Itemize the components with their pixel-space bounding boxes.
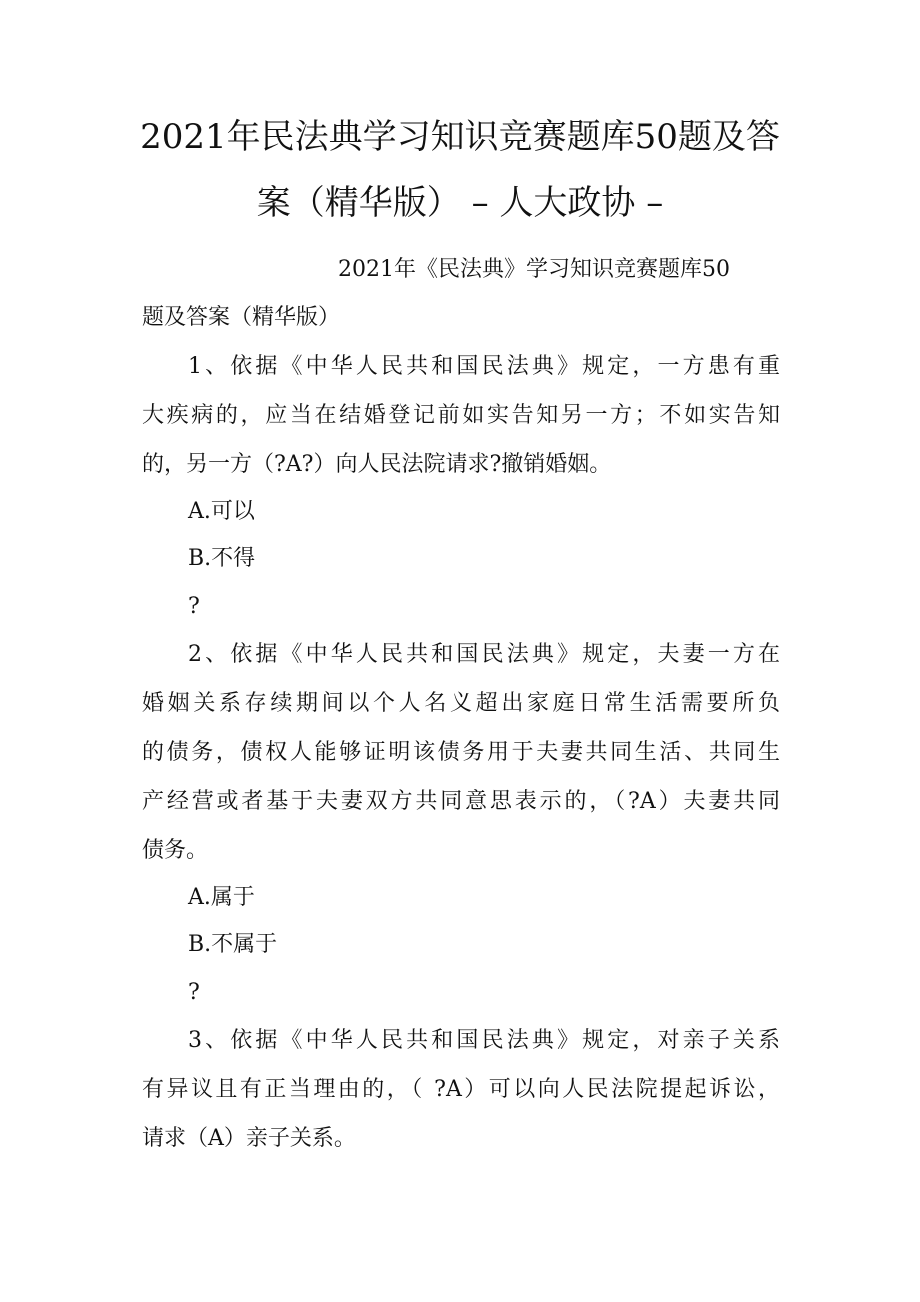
q2-option-a: A.属于: [188, 885, 255, 910]
q2-option-b: B.不属于: [188, 932, 278, 957]
q3-line-2: 有异议且有正当理由的，（ ?A）可以向人民法院提起诉讼，: [142, 1077, 780, 1102]
q1-mark: ?: [188, 594, 200, 619]
q1-line-3: 的，另一方（?A?）向人民法院请求?撤销婚姻。: [142, 452, 612, 477]
q1-line-1: 1、依据《中华人民共和国民法典》规定，一方患有重: [188, 354, 780, 379]
subtitle-line-1: 2021年《民法典》学习知识竞赛题库50: [338, 257, 730, 282]
q3-line-1: 3、依据《中华人民共和国民法典》规定，对亲子关系: [188, 1028, 780, 1053]
document-title-line-1: 2021年民法典学习知识竞赛题库50题及答: [140, 117, 780, 157]
q3-line-3: 请求（A）亲子关系。: [142, 1126, 356, 1151]
q2-line-2: 婚姻关系存续期间以个人名义超出家庭日常生活需要所负: [142, 691, 780, 716]
q1-line-2: 大疾病的，应当在结婚登记前如实告知另一方；不如实告知: [142, 403, 780, 428]
q2-line-3: 的债务，债权人能够证明该债务用于夫妻共同生活、共同生: [142, 740, 780, 765]
q2-mark: ?: [188, 980, 200, 1005]
subtitle-line-2: 题及答案（精华版）: [142, 305, 341, 330]
q2-line-1: 2、依据《中华人民共和国民法典》规定，夫妻一方在: [188, 642, 780, 667]
document-title-line-2: 案（精华版） – 人大政协 –: [256, 183, 664, 223]
q1-option-b: B.不得: [188, 546, 256, 571]
q1-option-a: A.可以: [188, 499, 255, 524]
q2-line-4: 产经营或者基于夫妻双方共同意思表示的，（?A）夫妻共同: [142, 789, 780, 814]
q2-line-5: 债务。: [142, 838, 209, 863]
